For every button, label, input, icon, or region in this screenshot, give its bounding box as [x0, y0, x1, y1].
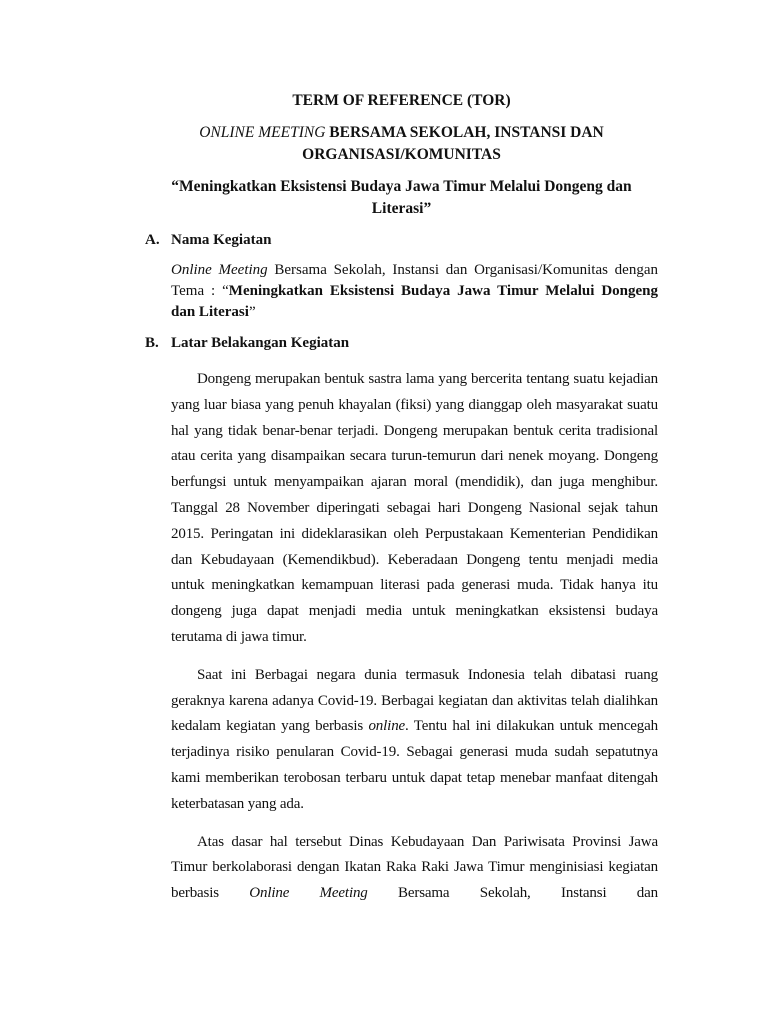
paragraph-3-part-1: Atas dasar hal tersebut Dinas Kebudayaan Dan Pariwisata Provinsi Jawa Timur berkolaborasi dengan Ikatan Raka Raki Jawa Timur menginisiasi kegiatan berbasis	[171, 833, 658, 902]
section-a-body-rest: Bersama Sekolah, Instansi dan Organisasi/Komunitas dengan Tema : “	[171, 262, 658, 299]
paragraph-3-part-2: Bersama Sekolah, Instansi dan	[367, 885, 659, 902]
paragraph-3-italic: Online Meeting	[249, 885, 368, 902]
section-a-title: Nama Kegiatan	[171, 232, 272, 248]
document-subtitle	[145, 122, 658, 166]
document-body	[145, 90, 658, 919]
section-a-body	[171, 260, 658, 323]
section-b-paragraph-2	[171, 663, 658, 818]
document-title: TERM OF REFERENCE (TOR)	[292, 92, 511, 109]
subtitle-line1-rest: BERSAMA SEKOLAH, INSTANSI DAN	[325, 124, 604, 141]
paragraph-2-italic: online	[368, 718, 406, 735]
theme-line2: Literasi”	[371, 200, 432, 217]
section-b-number: B.	[145, 335, 159, 351]
section-a-body-bold: Meningkatkan Eksistensi Budaya Jawa Timur Melalui Dongeng dan Literasi	[171, 283, 658, 320]
section-a-body-italic: Online Meeting	[171, 262, 268, 278]
section-b-title: Latar Belakangan Kegiatan	[171, 335, 350, 351]
section-a-body-end: ”	[248, 304, 256, 320]
section-a-heading	[145, 229, 658, 251]
subtitle-line2: ORGANISASI/KOMUNITAS	[302, 146, 501, 163]
document-theme	[145, 176, 658, 220]
section-b-paragraph-1: Dongeng merupakan bentuk sastra lama yang bercerita tentang suatu kejadian yang luar biasa yang penuh khayalan (fiksi) yang dianggap oleh masyarakat suatu hal yang tidak benar-benar terjadi. Dongeng merupakan bentuk cerita tradisional atau cerita yang disampaikan secara turun-temurun dari nenek moyang. Dongeng berfungsi untuk menyampaikan ajaran moral (mendidik), dan juga menghibur. Tanggal 28 November diperingati sebagai hari Dongeng Nasional sejak tahun 2015. Peringatan ini dideklarasikan oleh Perpustakaan Kementerian Pendidikan dan Kebudayaan (Kemendikbud). Keberadaan Dongeng tentu menjadi media untuk meningkatkan kemampuan literasi pada generasi muda. Tidak hanya itu dongeng juga dapat menjadi media untuk meningkatkan eksistensi budaya terutama di jawa timur.	[171, 371, 658, 645]
section-a-number: A.	[145, 232, 160, 248]
paragraph-2-part-2: . Tentu hal ini dilakukan untuk mencegah terjadinya risiko penularan Covid-19. Sebagai generasi muda sudah sepatutnya kami memberikan terobosan terbaru untuk dapat tetap menebar manfaat ditengah keterbatasan yang ada.	[171, 718, 658, 812]
subtitle-italic: ONLINE MEETING	[199, 124, 326, 141]
section-b-paragraph-3	[171, 830, 658, 907]
section-b-heading	[145, 332, 658, 354]
theme-line1: “Meningkatkan Eksistensi Budaya Jawa Timur Melalui Dongeng dan	[171, 178, 632, 195]
paragraph-2-part-1: Saat ini Berbagai negara dunia termasuk Indonesia telah dibatasi ruang geraknya karena adanya Covid-19. Berbagai kegiatan dan aktivitas telah dialihkan kedalam kegiatan yang berbasis	[171, 666, 658, 735]
